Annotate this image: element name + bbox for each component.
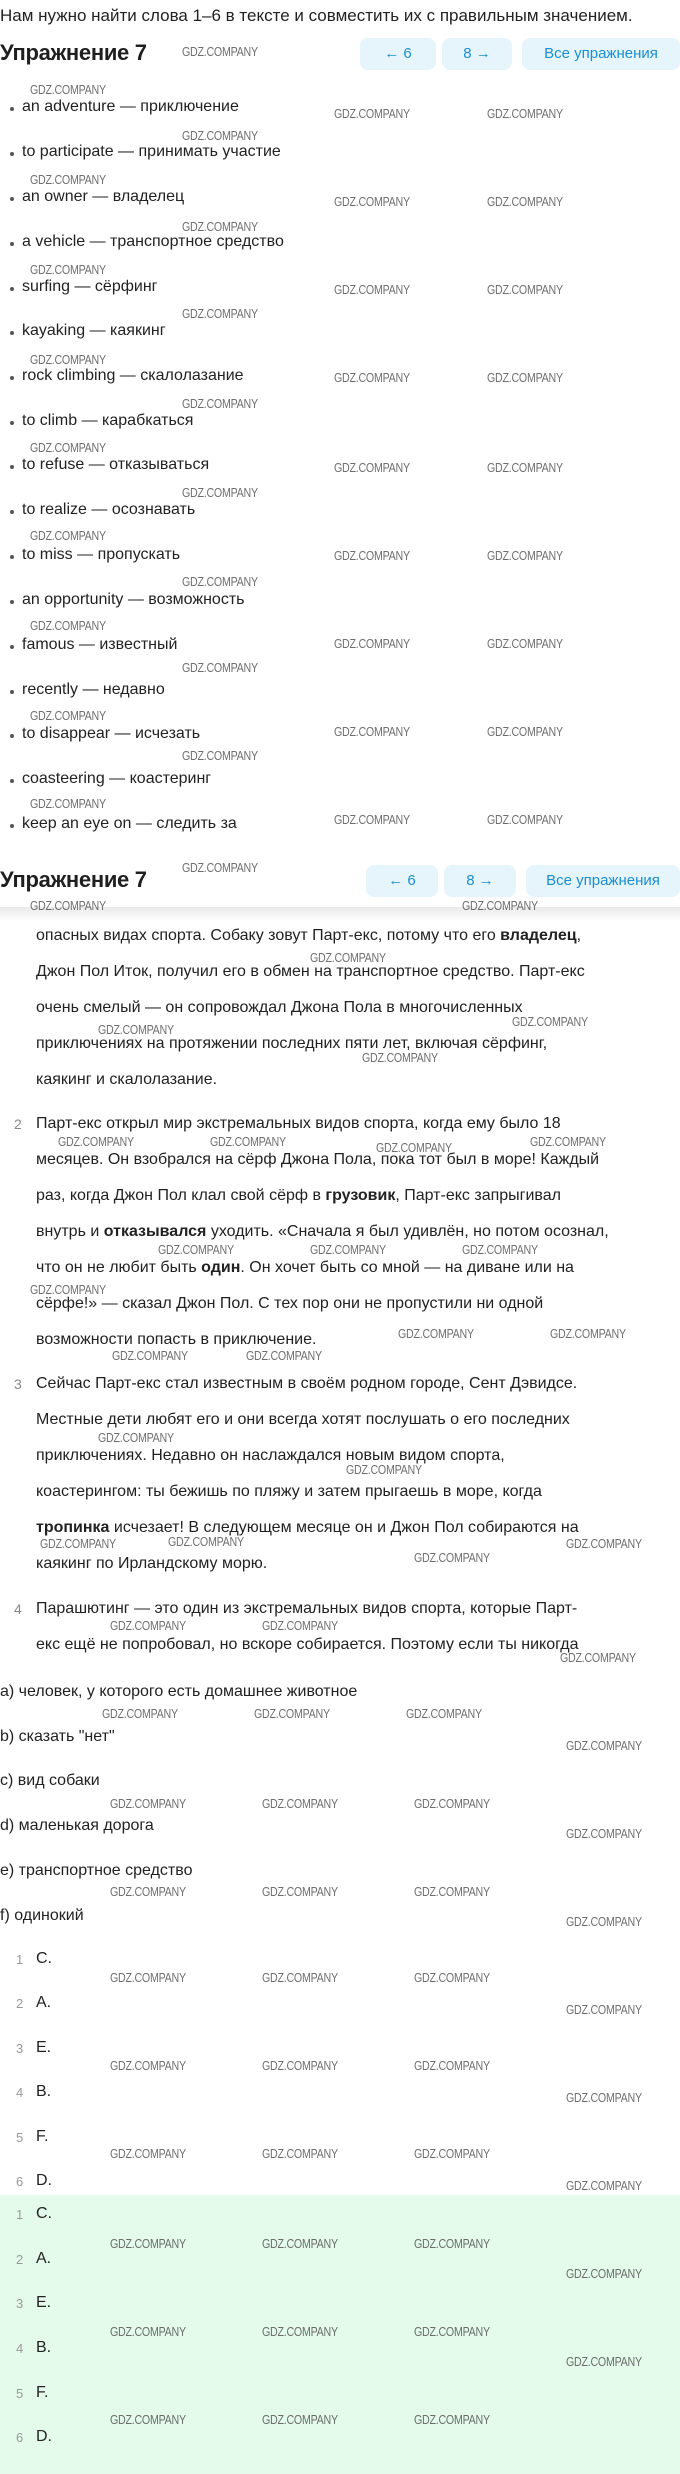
prev-exercise-label: 6 (403, 45, 412, 62)
watermark-text: GDZ.COMPANY (566, 1738, 642, 1753)
watermark-text: GDZ.COMPANY (310, 950, 386, 965)
watermark-text: GDZ.COMPANY (30, 172, 106, 187)
watermark-text: GDZ.COMPANY (98, 1430, 174, 1445)
text-line: екс ещё не попробовал, но вскоре собирается. Поэтому если ты никогда (36, 1636, 579, 1653)
answer-row-highlighted (0, 2195, 680, 2239)
watermark-text: GDZ.COMPANY (487, 460, 563, 475)
option-item: a) человек, у которого есть домашнее животное (0, 1683, 358, 1700)
watermark-text: GDZ.COMPANY (398, 1326, 474, 1341)
watermark-text: GDZ.COMPANY (414, 1796, 490, 1811)
watermark-text: GDZ.COMPANY (462, 898, 538, 913)
text-line: Парашютинг — это один из экстремальных видов спорта, которые Парт- (36, 1600, 578, 1617)
watermark-text: GDZ.COMPANY (414, 2146, 490, 2161)
intro-text: Нам нужно найти слова 1–6 в тексте и совместить их с правильным значением. (0, 6, 633, 25)
bold-word: отказывался (103, 1223, 207, 1240)
answer-value: C. (36, 1950, 52, 1967)
option-item: f) одинокий (0, 1907, 84, 1924)
watermark-text: GDZ.COMPANY (566, 1536, 642, 1551)
paragraph-number: 2 (14, 1116, 22, 1132)
answer-value: A. (36, 2250, 52, 2267)
vocab-item: famous — известный (22, 636, 178, 653)
watermark-text: GDZ.COMPANY (346, 1462, 422, 1477)
watermark-text: GDZ.COMPANY (110, 2058, 186, 2073)
watermark-text: GDZ.COMPANY (30, 528, 106, 543)
answer-number: 6 (16, 2174, 24, 2189)
answer-value: D. (36, 2428, 52, 2445)
arrow-right-icon: → (478, 872, 494, 889)
watermark-text: GDZ.COMPANY (566, 2178, 642, 2193)
bold-word: один (201, 1259, 241, 1276)
watermark-text: GDZ.COMPANY (414, 2058, 490, 2073)
watermark-text: GDZ.COMPANY (566, 2266, 642, 2281)
vocab-item: to disappear — исчезать (22, 725, 201, 742)
prev-exercise-label: 6 (407, 872, 416, 889)
answer-row (0, 1940, 680, 1984)
watermark-text: GDZ.COMPANY (182, 574, 258, 589)
watermark-text: GDZ.COMPANY (406, 1706, 482, 1721)
watermark-text: GDZ.COMPANY (182, 748, 258, 763)
answer-value: E. (36, 2039, 52, 2056)
watermark-text: GDZ.COMPANY (560, 1650, 636, 1665)
watermark-text: GDZ.COMPANY (110, 2412, 186, 2427)
option-item: d) маленькая дорога (0, 1817, 154, 1834)
answer-value: C. (36, 2205, 52, 2222)
watermark-text: GDZ.COMPANY (414, 1884, 490, 1899)
option-item: b) сказать "нет" (0, 1728, 115, 1745)
answer-number: 6 (16, 2430, 24, 2445)
answer-number: 1 (16, 2207, 24, 2222)
watermark-text: GDZ.COMPANY (182, 128, 258, 143)
watermark-text: GDZ.COMPANY (566, 2090, 642, 2105)
text-line: опасных видах спорта. Собаку зовут Парт-екс, потому что его (36, 927, 501, 944)
all-exercises-button[interactable]: Все упражнения (522, 38, 680, 70)
watermark-text: GDZ.COMPANY (550, 1326, 626, 1341)
watermark-text: GDZ.COMPANY (487, 282, 563, 297)
watermark-text: GDZ.COMPANY (254, 1706, 330, 1721)
watermark-text: GDZ.COMPANY (98, 1022, 174, 1037)
watermark-text: GDZ.COMPANY (334, 106, 410, 121)
text-line: Сейчас Парт-екс стал известным в своём родном городе, Сент Дэвидсе. (36, 1375, 578, 1392)
watermark-text: GDZ.COMPANY (566, 1826, 642, 1841)
paragraph-number: 3 (14, 1376, 22, 1392)
watermark-text: GDZ.COMPANY (30, 352, 106, 367)
vocab-item: to climb — карабкаться (22, 412, 194, 429)
text-line: коастерингом: ты бежишь по пляжу и затем прыгаешь в море, когда (36, 1483, 542, 1500)
text-line: Местные дети любят его и они всегда хотят послушать о его последних (36, 1411, 570, 1428)
vocab-item: keep an eye on — следить за (22, 815, 237, 832)
arrow-right-icon: → (475, 45, 491, 62)
watermark-text: GDZ.COMPANY (182, 306, 258, 321)
watermark-text: GDZ.COMPANY (110, 1796, 186, 1811)
watermark-text: GDZ.COMPANY (30, 440, 106, 455)
text-line: очень смелый — он сопровождал Джона Пола в многочисленных (36, 999, 523, 1016)
watermark-text: GDZ.COMPANY (110, 2324, 186, 2339)
watermark-text: GDZ.COMPANY (487, 636, 563, 651)
watermark-text: GDZ.COMPANY (262, 1970, 338, 1985)
answer-value: E. (36, 2294, 52, 2311)
bold-word: владелец (500, 927, 577, 944)
watermark-text: GDZ.COMPANY (566, 2002, 642, 2017)
watermark-text: GDZ.COMPANY (512, 1014, 588, 1029)
text-line: Джон Пол Иток, получил его в обмен на транспортное средство. Парт-екс (36, 963, 585, 980)
watermark-text: GDZ.COMPANY (30, 898, 106, 913)
watermark-text: GDZ.COMPANY (262, 2324, 338, 2339)
watermark-text: GDZ.COMPANY (262, 1796, 338, 1811)
text-line: сёрфе!» — сказал Джон Пол. С тех пор они не пропустили ни одной (36, 1295, 544, 1312)
answer-number: 3 (16, 2296, 24, 2311)
bold-word: грузовик (325, 1187, 396, 1204)
answer-row-highlighted (0, 2418, 680, 2462)
answer-number: 4 (16, 2341, 24, 2356)
watermark-text: GDZ.COMPANY (334, 724, 410, 739)
exercise-header (0, 28, 680, 80)
watermark-text: GDZ.COMPANY (334, 636, 410, 651)
watermark-text: GDZ.COMPANY (262, 2412, 338, 2427)
watermark-text: GDZ.COMPANY (530, 1134, 606, 1149)
vocab-item: recently — недавно (22, 681, 165, 698)
watermark-text: GDZ.COMPANY (30, 618, 106, 633)
watermark-text: GDZ.COMPANY (262, 1884, 338, 1899)
answer-value: D. (36, 2172, 52, 2189)
text-line: Парт-екс открыл мир экстремальных видов спорта, когда ему было 18 (36, 1115, 561, 1132)
vocab-item: a vehicle — транспортное средство (22, 233, 284, 250)
watermark-text: GDZ.COMPANY (262, 2146, 338, 2161)
watermark-text: GDZ.COMPANY (487, 724, 563, 739)
watermark-text: GDZ.COMPANY (110, 2146, 186, 2161)
watermark-text: GDZ.COMPANY (158, 1242, 234, 1257)
watermark-text: GDZ.COMPANY (487, 106, 563, 121)
watermark-text: GDZ.COMPANY (566, 1914, 642, 1929)
watermark-text: GDZ.COMPANY (110, 1618, 186, 1633)
answer-number: 4 (16, 2085, 24, 2100)
watermark-text: GDZ.COMPANY (334, 194, 410, 209)
exercise-title: Упражнение 7 (0, 867, 147, 892)
watermark-text: GDZ.COMPANY (414, 2236, 490, 2251)
bold-word: тропинка (36, 1519, 110, 1536)
vocab-item: kayaking — каякинг (22, 322, 166, 339)
watermark-text: GDZ.COMPANY (487, 548, 563, 563)
text-fragment: . Он хочет быть со мной — на диване или на (240, 1259, 574, 1276)
vocab-item: rock climbing — скалолазание (22, 367, 244, 384)
vocab-item: an owner — владелец (22, 188, 185, 205)
prev-exercise-button[interactable] (360, 38, 436, 70)
answer-value: B. (36, 2339, 52, 2356)
vocab-item: to realize — осознавать (22, 501, 196, 518)
watermark-text: GDZ.COMPANY (30, 796, 106, 811)
watermark-text: GDZ.COMPANY (110, 1884, 186, 1899)
vocab-item: surfing — сёрфинг (22, 278, 158, 295)
answer-value: F. (36, 2384, 49, 2401)
next-exercise-label: 8 (463, 45, 472, 62)
watermark-text: GDZ.COMPANY (182, 860, 258, 875)
watermark-text: GDZ.COMPANY (414, 2412, 490, 2427)
text-fragment: исчезает! В следующем месяце он и Джон Пол собираются на (109, 1519, 579, 1536)
next-exercise-label: 8 (466, 872, 475, 889)
text-paragraph-1: опасных видах спорта. Собаку зовут Парт-екс, потому что его владелец, Джон Пол Иток, получил его в обмен на транспортное средство. Парт-екс очень смелый — он сопровождал Джона Пола в многочисленных приключениях на протяжении последних пяти лет, включая сёрфинг, каякинг и скалолазание. (36, 918, 646, 1098)
watermark-text: GDZ.COMPANY (262, 2058, 338, 2073)
text-paragraph-3 (36, 1366, 646, 1582)
answer-number: 5 (16, 2130, 24, 2145)
text-line: каякинг по Ирландскому морю. (36, 1555, 268, 1572)
answer-number: 2 (16, 1996, 24, 2011)
vocab-item: an adventure — приключение (22, 98, 239, 115)
watermark-text: GDZ.COMPANY (334, 548, 410, 563)
watermark-text: GDZ.COMPANY (310, 1242, 386, 1257)
watermark-text: GDZ.COMPANY (414, 2324, 490, 2339)
watermark-text: GDZ.COMPANY (487, 194, 563, 209)
prev-exercise-button[interactable] (366, 865, 438, 897)
text-line: возможности попасть в приключение. (36, 1331, 317, 1348)
watermark-text: GDZ.COMPANY (414, 1550, 490, 1565)
option-item: e) транспортное средство (0, 1862, 193, 1879)
watermark-text: GDZ.COMPANY (362, 1050, 438, 1065)
watermark-text: GDZ.COMPANY (30, 82, 106, 97)
watermark-text: GDZ.COMPANY (30, 262, 106, 277)
exercise-title: Упражнение 7 (0, 40, 147, 65)
watermark-text: GDZ.COMPANY (487, 370, 563, 385)
watermark-text: GDZ.COMPANY (376, 1140, 452, 1155)
answer-number: 3 (16, 2041, 24, 2056)
text-line: приключениях. Недавно он наслаждался новым видом спорта, (36, 1447, 505, 1464)
watermark-text: GDZ.COMPANY (168, 1534, 244, 1549)
watermark-text: GDZ.COMPANY (262, 1618, 338, 1633)
text-line: каякинг и скалолазание. (36, 1071, 218, 1088)
watermark-text: GDZ.COMPANY (334, 460, 410, 475)
vocab-item: coasteering — коастеринг (22, 770, 212, 787)
all-exercises-button[interactable]: Все упражнения (526, 865, 680, 897)
text-line: месяцев. Он взобрался на сёрф Джона Пола, пока тот был в море! Каждый (36, 1151, 600, 1168)
answer-row (0, 2118, 680, 2162)
watermark-text: GDZ.COMPANY (334, 812, 410, 827)
answer-value: B. (36, 2083, 52, 2100)
answer-row-highlighted (0, 2374, 680, 2418)
watermark-text: GDZ.COMPANY (30, 708, 106, 723)
vocab-item: to refuse — отказываться (22, 456, 210, 473)
answer-value: A. (36, 1994, 52, 2011)
option-item: c) вид собаки (0, 1772, 100, 1789)
text-line: внутрь и (36, 1223, 104, 1240)
watermark-text: GDZ.COMPANY (112, 1348, 188, 1363)
paragraph-number: 4 (14, 1601, 22, 1617)
next-exercise-button[interactable] (444, 865, 516, 897)
text-fragment: , Парт-екс запрыгивал (395, 1187, 561, 1204)
watermark-text: GDZ.COMPANY (58, 1134, 134, 1149)
answer-number: 1 (16, 1952, 24, 1967)
watermark-text: GDZ.COMPANY (414, 1970, 490, 1985)
watermark-text: GDZ.COMPANY (334, 282, 410, 297)
watermark-text: GDZ.COMPANY (210, 1134, 286, 1149)
watermark-text: GDZ.COMPANY (110, 1970, 186, 1985)
watermark-text: GDZ.COMPANY (30, 1282, 106, 1297)
vocab-item: an opportunity — возможность (22, 591, 245, 608)
arrow-left-icon: ← (388, 872, 404, 889)
text-line: раз, когда Джон Пол клал свой сёрф в (36, 1187, 326, 1204)
answer-row (0, 2029, 680, 2073)
text-line: приключениях на протяжении последних пяти лет, включая сёрфинг, (36, 1035, 548, 1052)
watermark-text: GDZ.COMPANY (246, 1348, 322, 1363)
watermark-text: GDZ.COMPANY (110, 2236, 186, 2251)
watermark-text: GDZ.COMPANY (182, 485, 258, 500)
watermark-text: GDZ.COMPANY (262, 2236, 338, 2251)
watermark-text: GDZ.COMPANY (102, 1706, 178, 1721)
watermark-text: GDZ.COMPANY (182, 396, 258, 411)
text-line: что он не любит быть (36, 1259, 202, 1276)
answer-value: F. (36, 2128, 49, 2145)
vocab-item: to miss — пропускать (22, 546, 181, 563)
watermark-text: GDZ.COMPANY (182, 660, 258, 675)
answer-number: 5 (16, 2386, 24, 2401)
watermark-text: GDZ.COMPANY (40, 1536, 116, 1551)
watermark-text: GDZ.COMPANY (182, 44, 258, 59)
vocab-item: to participate — принимать участие (22, 143, 281, 160)
watermark-text: GDZ.COMPANY (182, 219, 258, 234)
watermark-text: GDZ.COMPANY (566, 2354, 642, 2369)
watermark-text: GDZ.COMPANY (334, 370, 410, 385)
arrow-left-icon: ← (384, 45, 400, 62)
answer-row-highlighted (0, 2284, 680, 2328)
text-fragment: уходить. «Сначала я был удивлён, но потом осознал, (206, 1223, 609, 1240)
answer-number: 2 (16, 2252, 24, 2267)
watermark-text: GDZ.COMPANY (487, 812, 563, 827)
watermark-text: GDZ.COMPANY (462, 1242, 538, 1257)
next-exercise-button[interactable] (442, 38, 512, 70)
